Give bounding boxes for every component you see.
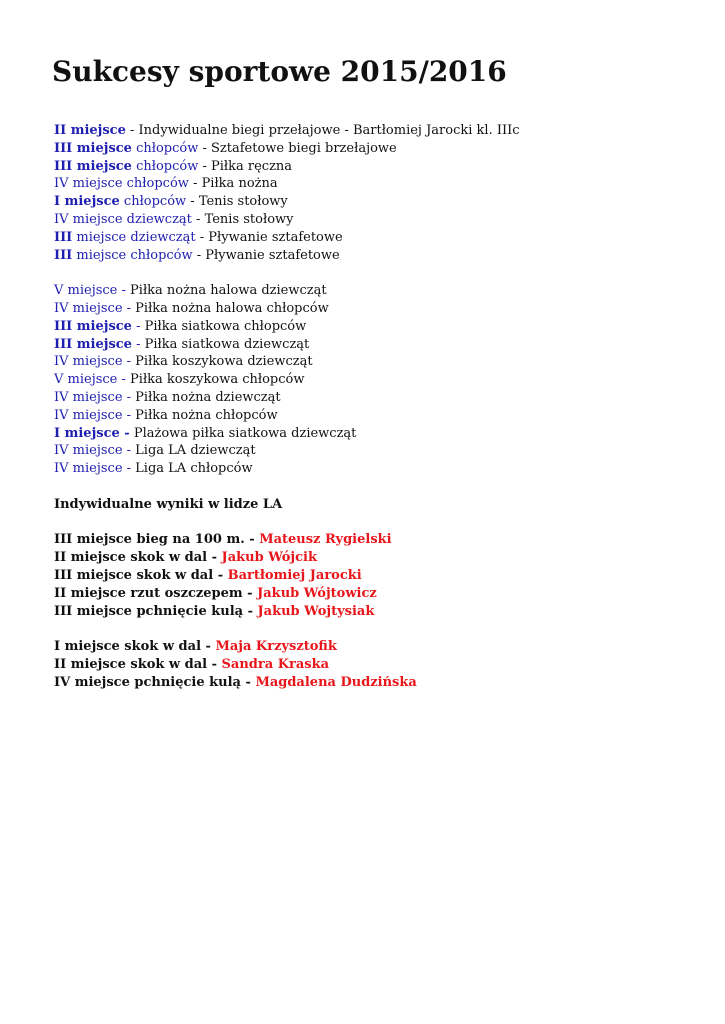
result-line xyxy=(54,140,694,158)
document-body xyxy=(54,122,694,692)
event-text: Piłka nożna dziewcząt xyxy=(131,389,281,405)
placement-label: - xyxy=(131,318,141,334)
placement-label: IV miejsce dziewcząt xyxy=(54,211,192,227)
placement-label: III miejsce xyxy=(54,336,132,352)
placement-label: IV miejsce - xyxy=(54,407,132,423)
event-text: - Tenis stołowy xyxy=(191,211,294,227)
placement-label: II miejsce xyxy=(54,123,126,138)
event-text: Liga LA dziewcząt xyxy=(131,443,256,459)
placement-label: miejsce dziewcząt xyxy=(72,229,196,245)
page-title: Sukcesy sportowe 2015/2016 xyxy=(52,55,507,88)
placement-label: IV miejsce chłopców xyxy=(54,176,189,192)
result-line xyxy=(54,211,694,229)
placement-label: IV miejsce - xyxy=(54,443,132,459)
result-line xyxy=(54,585,694,603)
event-text: III miejsce skok w dal - xyxy=(54,567,228,583)
athlete-name: Bartłomiej Jarocki xyxy=(227,567,362,583)
event-text: Piłka nożna chłopców xyxy=(131,407,278,423)
athlete-name: Sandra Kraska xyxy=(221,656,330,672)
placement-label: I miejsce - xyxy=(54,425,130,441)
event-text: Piłka koszykowa dziewcząt xyxy=(131,354,313,370)
results-section-1 xyxy=(54,122,694,264)
event-text: IV miejsce pchnięcie kulą - xyxy=(54,674,256,690)
placement-label: III miejsce xyxy=(54,318,132,334)
result-line xyxy=(54,638,694,656)
result-line xyxy=(54,460,694,478)
result-line xyxy=(54,193,694,211)
la-results-girls xyxy=(54,638,694,691)
result-line xyxy=(54,371,694,389)
event-text: Plażowa piłka siatkowa dziewcząt xyxy=(129,425,357,441)
placement-label: miejsce chłopców xyxy=(72,247,193,263)
event-text: II miejsce rzut oszczepem - xyxy=(54,585,258,601)
result-line xyxy=(54,318,694,336)
result-line xyxy=(54,674,694,692)
results-section-2 xyxy=(54,282,694,478)
result-line xyxy=(54,656,694,674)
event-text: I miejsce skok w dal - xyxy=(54,639,216,655)
result-line xyxy=(54,282,694,300)
athlete-name: Jakub Wójcik xyxy=(221,550,317,566)
event-text: - Tenis stołowy xyxy=(186,194,288,210)
event-text: - Piłka nożna xyxy=(188,176,278,192)
athlete-name: Maja Krzysztofik xyxy=(215,639,337,655)
result-line xyxy=(54,549,694,567)
la-results-heading: Indywidualne wyniki w lidze LA xyxy=(54,496,283,512)
event-text: - Piłka ręczna xyxy=(198,158,293,174)
athlete-name: Magdalena Dudzińska xyxy=(255,674,417,690)
placement-label: chłopców xyxy=(119,194,187,210)
placement-label: III xyxy=(54,229,73,245)
result-line xyxy=(54,425,694,443)
athlete-name: Jakub Wójtowicz xyxy=(257,585,377,601)
event-text: Piłka nożna halowa dziewcząt xyxy=(125,283,327,299)
placement-label: V miejsce - xyxy=(54,283,126,299)
event-text: Piłka nożna halowa chłopców xyxy=(131,300,329,316)
result-line xyxy=(54,175,694,193)
placement-label: chłopców xyxy=(131,140,199,156)
result-line xyxy=(54,603,694,621)
placement-label: III miejsce xyxy=(54,158,132,174)
result-line xyxy=(54,300,694,318)
placement-label: I miejsce xyxy=(54,194,120,210)
result-line xyxy=(54,229,694,247)
event-text: III miejsce pchnięcie kulą - xyxy=(54,603,258,619)
event-text: - Indywidualne biegi przełajowe - Bartłomiej Jarocki kl. IIIc xyxy=(125,123,520,138)
athlete-name: Jakub Wojtysiak xyxy=(257,603,375,619)
athlete-name: Mateusz Rygielski xyxy=(259,532,392,548)
placement-label: IV miejsce - xyxy=(54,461,132,477)
result-line xyxy=(54,247,694,265)
spacer xyxy=(54,264,694,282)
result-line xyxy=(54,122,694,140)
event-text: Piłka koszykowa chłopców xyxy=(125,372,305,388)
spacer xyxy=(54,478,694,496)
result-line xyxy=(54,389,694,407)
result-line xyxy=(54,407,694,425)
event-text: Piłka siatkowa chłopców xyxy=(140,318,307,334)
event-text: Piłka siatkowa dziewcząt xyxy=(140,336,310,352)
placement-label: IV miejsce - xyxy=(54,300,132,316)
placement-label: - xyxy=(131,336,141,352)
placement-label: IV miejsce - xyxy=(54,389,132,405)
event-text: Liga LA chłopców xyxy=(131,461,253,477)
la-results-boys xyxy=(54,531,694,620)
result-line xyxy=(54,353,694,371)
placement-label: chłopców xyxy=(131,158,199,174)
result-line xyxy=(54,336,694,354)
event-text: - Pływanie sztafetowe xyxy=(192,247,340,263)
event-text: - Sztafetowe biegi brzełajowe xyxy=(198,140,397,156)
event-text: III miejsce bieg na 100 m. - xyxy=(54,532,260,548)
result-line xyxy=(54,531,694,549)
placement-label: V miejsce - xyxy=(54,372,126,388)
event-text: II miejsce skok w dal - xyxy=(54,550,222,566)
event-text: II miejsce skok w dal - xyxy=(54,656,222,672)
placement-label: III miejsce xyxy=(54,140,132,156)
placement-label: III xyxy=(54,247,73,263)
result-line xyxy=(54,442,694,460)
spacer xyxy=(54,514,694,532)
result-line xyxy=(54,158,694,176)
event-text: - Pływanie sztafetowe xyxy=(195,229,343,245)
placement-label: IV miejsce - xyxy=(54,354,132,370)
result-line xyxy=(54,567,694,585)
spacer xyxy=(54,620,694,638)
